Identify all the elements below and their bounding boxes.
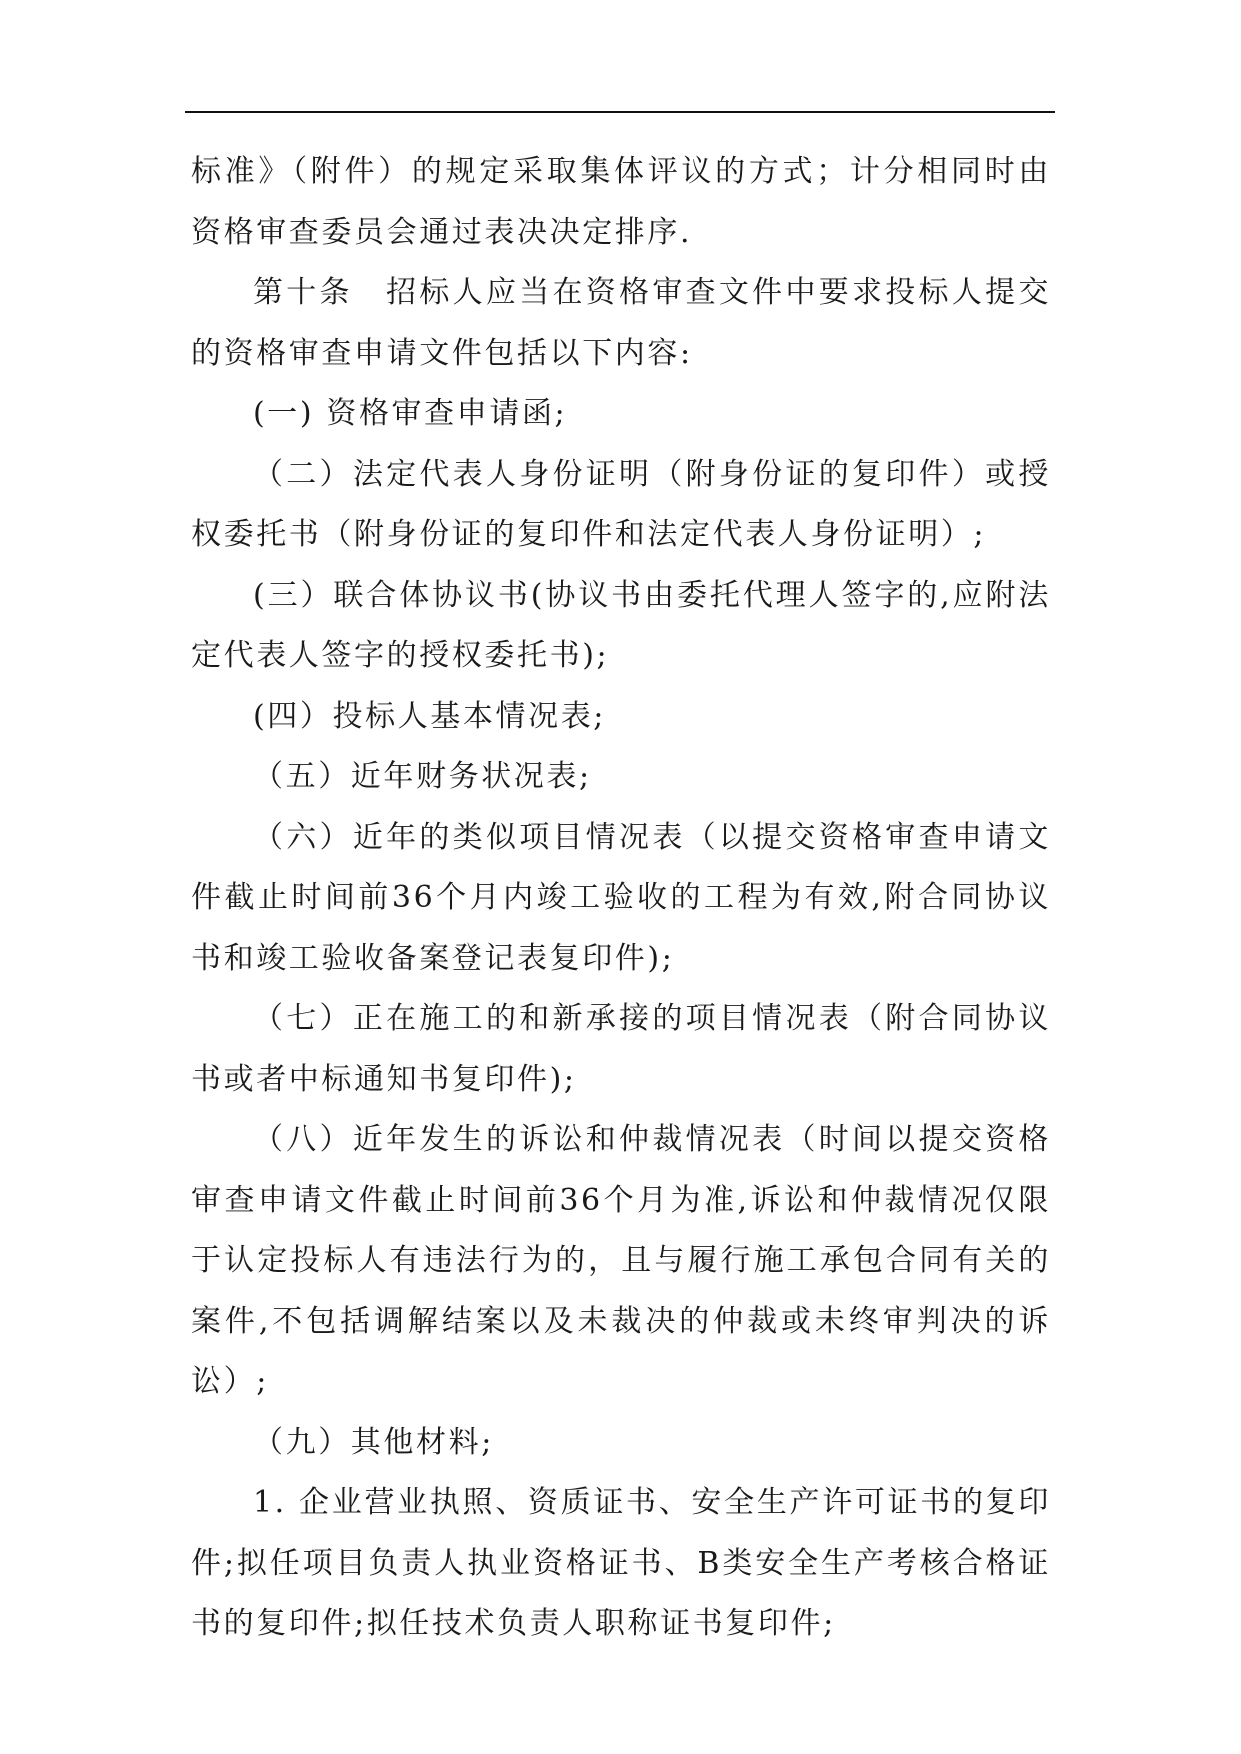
list-item-7: （七）正在施工的和新承接的项目情况表（附合同协议书或者中标通知书复印件); bbox=[191, 1001, 1051, 1097]
header-rule bbox=[185, 111, 1055, 113]
list-item-6: （六）近年的类似项目情况表（以提交资格审查申请文件截止时间前36个月内竣工验收的工程为有效,附合同协议书和竣工验收备案登记表复印件); bbox=[191, 819, 1051, 976]
list-item-4: (四）投标人基本情况表; bbox=[253, 698, 607, 734]
sub-item-1: 1. 企业营业执照、资质证书、安全生产许可证书的复印件;拟任项目负责人执业资格证书、B类安全生产考核合格证书的复印件;拟任技术负责人职称证书复印件; bbox=[191, 1485, 1051, 1641]
paragraph-continuation: 标准》（附件）的规定采取集体评议的方式；计分相同时由资格审查委员会通过表决决定排序. bbox=[191, 154, 1051, 250]
list-item-3: (三）联合体协议书(协议书由委托代理人签字的,应附法定代表人签字的授权委托书); bbox=[191, 577, 1051, 673]
list-item-5: （五）近年财务状况表; bbox=[253, 759, 592, 794]
list-item-1: (一) 资格审查申请函; bbox=[253, 396, 568, 431]
document-body bbox=[191, 142, 1051, 1655]
list-item-2: （二）法定代表人身份证明（附身份证的复印件）或授权委托书（附身份证的复印件和法定代表人身份证明）; bbox=[191, 456, 1051, 552]
article-ten-paragraph: 第十条 招标人应当在资格审查文件中要求投标人提交的资格审查申请文件包括以下内容: bbox=[191, 275, 1051, 371]
list-item-9: （九）其他材料; bbox=[253, 1424, 494, 1460]
list-item-8: （八）近年发生的诉讼和仲裁情况表（时间以提交资格审查申请文件截止时间前36个月为准,诉讼和仲裁情况仅限于认定投标人有违法行为的，且与履行施工承包合同有关的案件,不包括调解结案以及未裁决的仲裁或未终审判决的诉讼）; bbox=[191, 1122, 1051, 1399]
